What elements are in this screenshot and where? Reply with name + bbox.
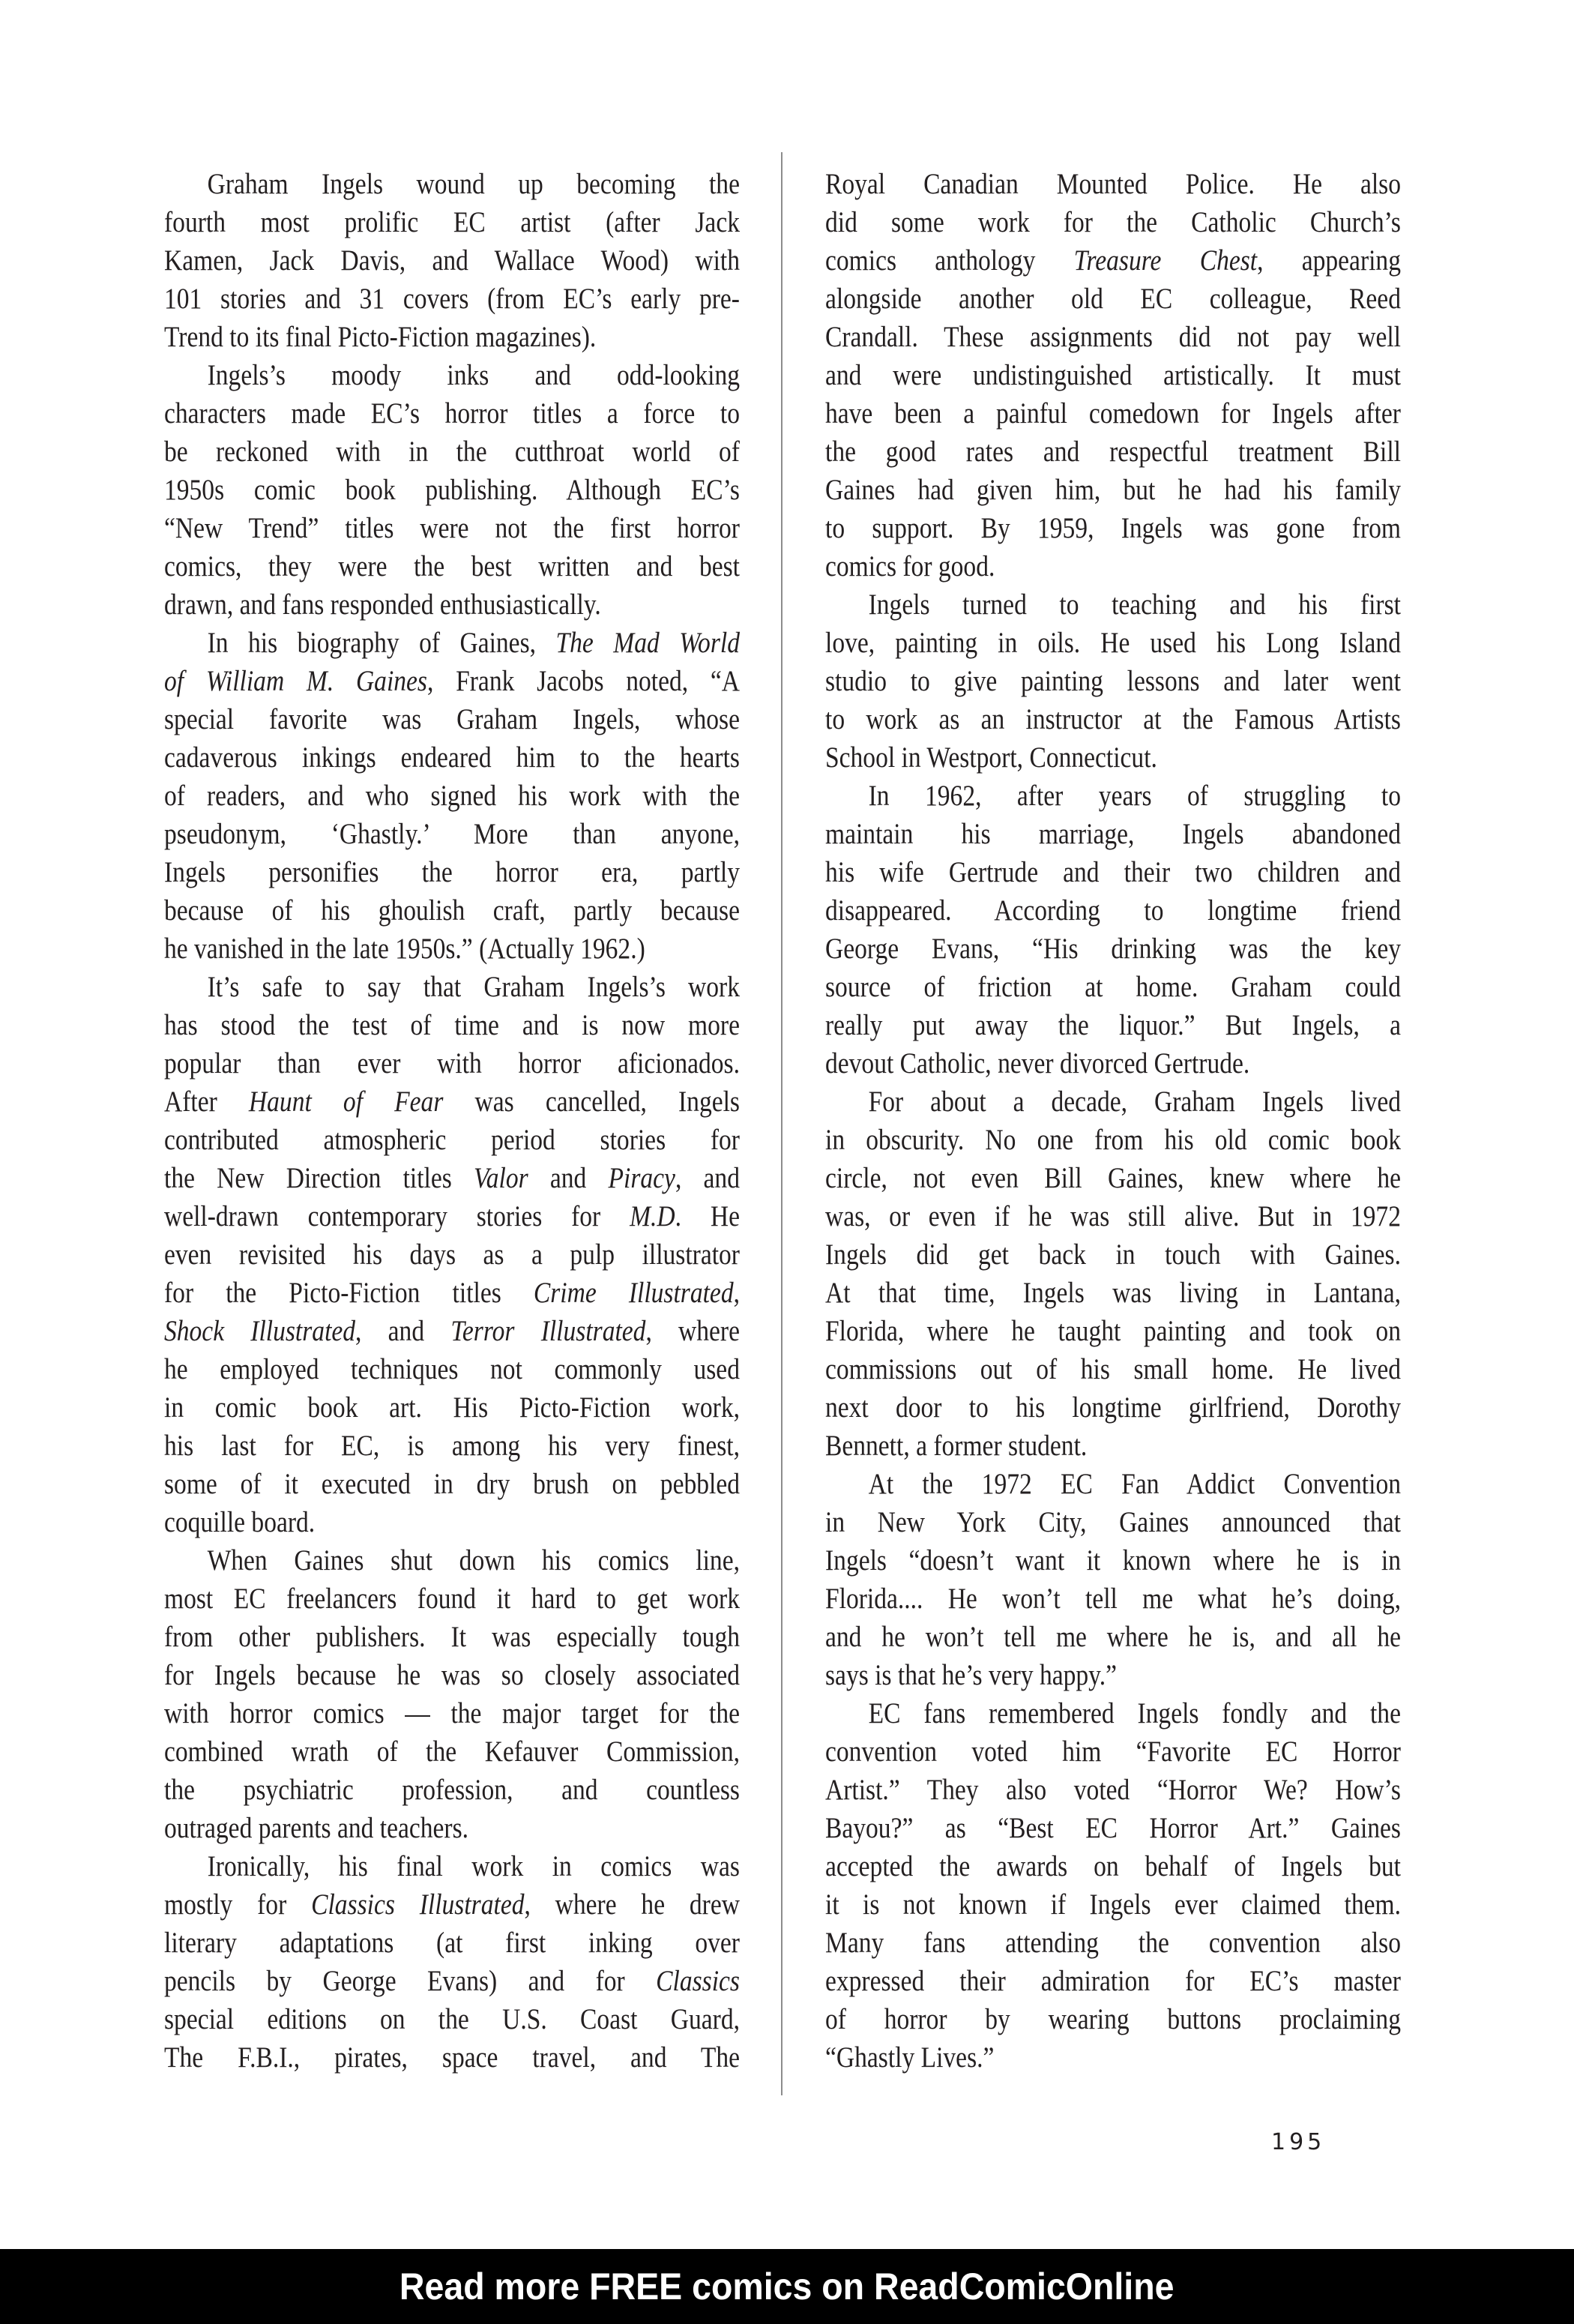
text-line [825,1771,1401,1809]
text-line [164,1771,740,1809]
text-run: Ingels did get back in touch with Gaines. [825,1238,1401,1271]
text-run: his last for EC, is among his very finest, [164,1430,740,1462]
text-run: and were undistinguished artistically. It must [825,359,1401,391]
text-run: For about a decade, Graham Ingels lived [868,1086,1401,1118]
text-line [164,930,740,968]
text-line [825,318,1401,356]
italic-title: Valor [474,1162,528,1194]
text-run: In 1962, after years of struggling to [868,780,1401,812]
text-line [825,1503,1401,1541]
text-run: EC fans remembered Ingels fondly and the [868,1697,1401,1730]
text-run: Kamen, Jack Davis, and Wallace Wood) with [164,244,740,277]
text-run: source of friction at home. Graham could [825,971,1401,1003]
text-run: in obscurity. No one from his old comic book [825,1124,1401,1156]
text-line [164,1809,740,1847]
text-line [825,433,1401,471]
text-line [164,1121,740,1159]
text-run: combined wrath of the Kefauver Commission, [164,1736,740,1768]
text-line [825,1197,1401,1235]
text-line [825,394,1401,433]
text-run: When Gaines shut down his comics line, [207,1544,740,1577]
text-line [164,1388,740,1427]
text-line [825,738,1401,777]
text-line [164,1541,740,1580]
text-run: special favorite was Graham Ingels, whose [164,703,740,735]
text-run: , Frank Jacobs noted, “A [426,665,740,697]
text-line [825,1618,1401,1656]
text-run: comics for good. [825,550,995,582]
promo-banner[interactable] [0,2249,1574,2324]
text-run: In his biography of Gaines, [207,627,556,659]
text-run: most EC freelancers found it hard to get work [164,1583,740,1615]
italic-title: Shock Illustrated [164,1315,356,1347]
italic-title: Haunt of Fear [248,1086,444,1118]
italic-title: Terror Illustrated [450,1315,646,1347]
text-line [825,1847,1401,1885]
text-run: to support. By 1959, Ingels was gone from [825,512,1401,544]
italic-title: Classics Illustrated [311,1888,525,1921]
text-line [164,2038,740,2077]
text-line [164,509,740,547]
text-line [825,1312,1401,1350]
text-line [825,1733,1401,1771]
text-column-right [825,165,1401,2077]
text-run: pencils by George Evans) and for [164,1965,657,1997]
text-run: . He [675,1200,740,1232]
text-run: from other publishers. It was especially tough [164,1621,740,1653]
text-line [164,1044,740,1083]
text-run: At the 1972 EC Fan Addict Convention [868,1468,1401,1500]
text-line [164,777,740,815]
text-run: he employed techniques not commonly used [164,1353,740,1385]
text-run: Ingels “doesn’t want it known where he is in [825,1544,1401,1577]
text-run: 101 stories and 31 covers (from EC’s early pre- [164,283,740,315]
text-run: says is that he’s very happy.” [825,1659,1118,1691]
text-run: , where he drew [524,1888,740,1921]
text-line [825,662,1401,700]
text-line [164,700,740,738]
text-line [825,1694,1401,1733]
text-line [164,585,740,624]
text-line [825,356,1401,394]
text-run: cadaverous inkings endeared him to the hearts [164,741,740,774]
text-run: expressed their admiration for EC’s master [825,1965,1401,1997]
text-run: it is not known if Ingels ever claimed them. [825,1888,1401,1921]
text-run: fourth most prolific EC artist (after Jack [164,206,740,238]
text-run: was cancelled, Ingels [443,1086,740,1118]
text-run: It’s safe to say that Graham Ingels’s work [207,971,740,1003]
text-run: , appearing [1257,244,1401,277]
italic-title: The Mad World [555,627,740,659]
text-line [825,777,1401,815]
text-line [825,509,1401,547]
text-line [164,1197,740,1235]
text-run: 1950s comic book publishing. Although EC’s [164,474,740,506]
text-run: of horror by wearing buttons proclaiming [825,2003,1401,2035]
text-line [164,203,740,241]
text-line [825,547,1401,585]
text-line [825,1159,1401,1197]
text-line [825,585,1401,624]
italic-title: M.D [630,1200,675,1232]
text-run: , and [355,1315,451,1347]
text-run: well-drawn contemporary stories for [164,1200,630,1232]
text-run: the good rates and respectful treatment Bill [825,436,1401,468]
italic-title: Crime Illustrated [533,1277,734,1309]
text-run: he vanished in the late 1950s.” (Actually 1962.) [164,933,645,965]
column-divider [781,152,783,2095]
text-run: disappeared. According to longtime friend [825,894,1401,927]
text-run: Ingels personifies the horror era, partly [164,856,740,888]
text-run: popular than ever with horror aficionados. [164,1047,740,1080]
text-line [825,700,1401,738]
text-run: Florida, where he taught painting and took on [825,1315,1401,1347]
text-run: After [164,1086,249,1118]
text-line [825,1465,1401,1503]
text-run: was, or even if he was still alive. But in 1972 [825,1200,1401,1232]
text-line [825,968,1401,1006]
text-run: mostly for [164,1888,312,1921]
text-run: “Ghastly Lives.” [825,2041,995,2074]
text-line [825,1580,1401,1618]
text-run: maintain his marriage, Ingels abandoned [825,818,1401,850]
text-line [825,241,1401,280]
text-run: comics, they were the best written and best [164,550,740,582]
italic-title: of William M. Gaines [164,665,427,697]
text-line [825,1083,1401,1121]
promo-banner-text[interactable]: Read more FREE comics on ReadComicOnline [399,2266,1175,2308]
text-run: At that time, Ingels was living in Lantana, [825,1277,1401,1309]
text-run: did some work for the Catholic Church’s [825,206,1401,238]
text-line [164,1503,740,1541]
text-run: Artist.” They also voted “Horror We? How’s [825,1774,1401,1806]
text-line [164,280,740,318]
text-run: , and [675,1162,740,1194]
text-run: circle, not even Bill Gaines, knew where he [825,1162,1401,1194]
text-line [825,2000,1401,2038]
text-line [164,1159,740,1197]
text-run: devout Catholic, never divorced Gertrude. [825,1047,1250,1080]
text-line [164,1618,740,1656]
text-line [164,241,740,280]
text-run: the psychiatric profession, and countless [164,1774,740,1806]
text-run: outraged parents and teachers. [164,1812,469,1844]
text-line [164,471,740,509]
text-line [825,815,1401,853]
text-line [825,1962,1401,2000]
text-line [164,1427,740,1465]
text-run: Ironically, his final work in comics was [207,1850,740,1882]
text-run: “New Trend” titles were not the first horror [164,512,740,544]
text-line [164,662,740,700]
text-line [164,433,740,471]
text-line [825,1350,1401,1388]
text-run: in New York City, Gaines announced that [825,1506,1401,1538]
text-line [164,624,740,662]
text-run: and [528,1162,609,1194]
text-run: has stood the test of time and is now more [164,1009,740,1041]
text-run: even revisited his days as a pulp illustrator [164,1238,740,1271]
text-run: his wife Gertrude and their two children and [825,856,1401,888]
text-line [164,1465,740,1503]
italic-title: Treasure Chest [1073,244,1258,277]
text-line [164,968,740,1006]
text-run: The F.B.I., pirates, space travel, and The [164,2041,740,2074]
text-run: School in Westport, Connecticut. [825,741,1157,774]
text-line [825,1541,1401,1580]
text-line [164,853,740,891]
text-run: in comic book art. His Picto-Fiction work, [164,1391,740,1424]
text-line [164,1885,740,1924]
text-line [164,1274,740,1312]
text-run: and he won’t tell me where he is, and all he [825,1621,1401,1653]
text-run: literary adaptations (at first inking over [164,1927,740,1959]
text-line [164,1847,740,1885]
text-run: Ingels turned to teaching and his first [868,588,1401,621]
text-run: accepted the awards on behalf of Ingels but [825,1850,1401,1882]
text-line [825,1388,1401,1427]
text-run: really put away the liquor.” But Ingels, a [825,1009,1401,1041]
text-line [825,1006,1401,1044]
text-run: , [733,1277,740,1309]
text-line [825,203,1401,241]
text-line [825,1121,1401,1159]
text-line [164,547,740,585]
text-line [164,1083,740,1121]
text-run: Royal Canadian Mounted Police. He also [825,168,1401,200]
text-line [164,1694,740,1733]
text-run: Ingels’s moody inks and odd-looking [207,359,740,391]
text-line [164,738,740,777]
text-line [825,1656,1401,1694]
text-line [164,2000,740,2038]
text-run: alongside another old EC colleague, Reed [825,283,1401,315]
text-line [164,1733,740,1771]
text-line [164,356,740,394]
text-run: pseudonym, ‘Ghastly.’ More than anyone, [164,818,740,850]
text-line [825,1274,1401,1312]
text-run: contributed atmospheric period stories for [164,1124,740,1156]
italic-title: Classics [656,1965,740,1997]
text-run: love, painting in oils. He used his Long Island [825,627,1401,659]
text-run: with horror comics — the major target for the [164,1697,740,1730]
text-run: because of his ghoulish craft, partly because [164,894,740,927]
text-run: Bayou?” as “Best EC Horror Art.” Gaines [825,1812,1401,1844]
text-line [825,1235,1401,1274]
text-run: drawn, and fans responded enthusiastically. [164,588,601,621]
text-line [825,1809,1401,1847]
text-line [825,1885,1401,1924]
text-line [164,394,740,433]
text-line [825,2038,1401,2077]
text-run: convention voted him “Favorite EC Horror [825,1736,1401,1768]
text-line [164,1350,740,1388]
text-line [825,280,1401,318]
text-run: studio to give painting lessons and later went [825,665,1401,697]
text-run: Florida.... He won’t tell me what he’s doing, [825,1583,1401,1615]
text-column-left [164,165,740,2077]
page-number: 195 [1271,2129,1326,2155]
text-run: of readers, and who signed his work with the [164,780,740,812]
text-line [825,471,1401,509]
text-line [164,1235,740,1274]
text-run: Graham Ingels wound up becoming the [207,168,740,200]
text-run: Trend to its final Picto-Fiction magazines). [164,321,597,353]
text-line [164,1924,740,1962]
text-run: be reckoned with in the cutthroat world of [164,436,740,468]
text-line [164,318,740,356]
text-run: for the Picto-Fiction titles [164,1277,534,1309]
text-run: the New Direction titles [164,1162,474,1194]
text-line [825,1044,1401,1083]
text-run: , where [645,1315,740,1347]
text-run: special editions on the U.S. Coast Guard, [164,2003,740,2035]
text-run: for Ingels because he was so closely associated [164,1659,740,1691]
text-line [825,1924,1401,1962]
text-run: comics anthology [825,244,1074,277]
text-line [164,891,740,930]
text-run: commissions out of his small home. He lived [825,1353,1401,1385]
text-line [825,853,1401,891]
text-run: Bennett, a former student. [825,1430,1088,1462]
text-run: Gaines had given him, but he had his family [825,474,1401,506]
text-line [164,815,740,853]
text-run: to work as an instructor at the Famous Artists [825,703,1401,735]
text-line [825,891,1401,930]
text-run: have been a painful comedown for Ingels after [825,397,1401,430]
text-line [825,930,1401,968]
text-run: characters made EC’s horror titles a force to [164,397,740,430]
text-run: Many fans attending the convention also [825,1927,1401,1959]
text-line [825,624,1401,662]
text-line [164,1580,740,1618]
text-line [825,165,1401,203]
text-run: Crandall. These assignments did not pay well [825,321,1401,353]
text-run: George Evans, “His drinking was the key [825,933,1401,965]
text-line [164,165,740,203]
text-run: some of it executed in dry brush on pebbled [164,1468,740,1500]
text-line [164,1312,740,1350]
text-line [164,1006,740,1044]
text-line [825,1427,1401,1465]
text-line [164,1656,740,1694]
text-run: next door to his longtime girlfriend, Dorothy [825,1391,1401,1424]
text-run: coquille board. [164,1506,316,1538]
italic-title: Piracy [608,1162,675,1194]
text-line [164,1962,740,2000]
